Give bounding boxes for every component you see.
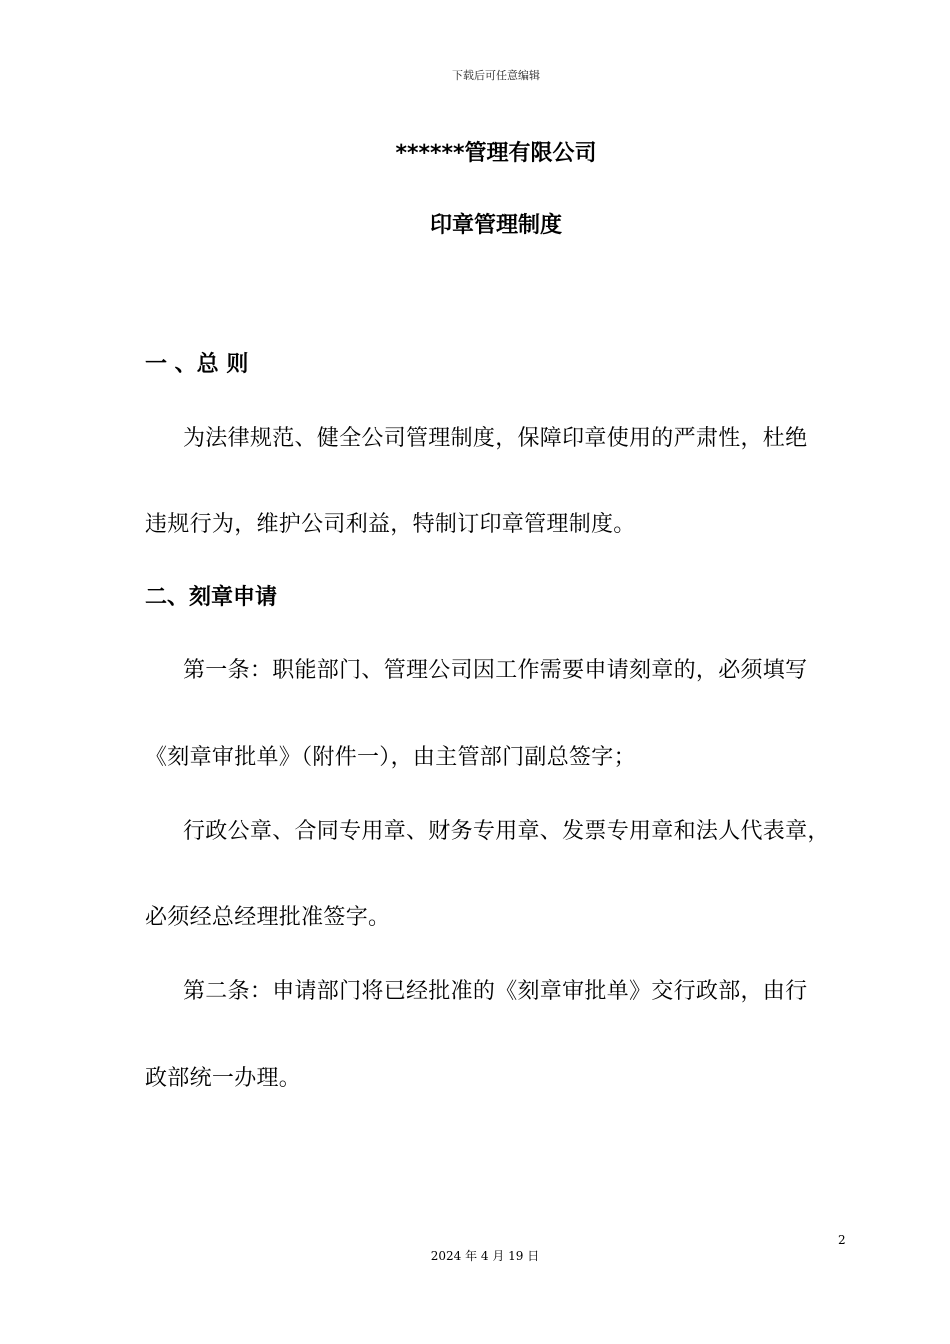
company-name: ******管理有限公司 bbox=[395, 141, 597, 166]
section-heading-general: 一 、总 则 bbox=[145, 352, 249, 377]
paragraph-line: 行政公章、合同专用章、财务专用章、发票专用章和法人代表章， bbox=[183, 819, 830, 844]
header-note: 下载后可任意编辑 bbox=[452, 69, 540, 82]
paragraph-line: 必须经总经理批准签字。 bbox=[145, 905, 391, 930]
paragraph-line: 政部统一办理。 bbox=[145, 1066, 302, 1091]
paragraph-line: 第一条：职能部门、管理公司因工作需要申请刻章的，必须填写 bbox=[183, 658, 808, 683]
section-heading-seal-application: 二、刻章申请 bbox=[145, 585, 278, 610]
document-title: 印章管理制度 bbox=[429, 213, 562, 238]
page-number: 2 bbox=[838, 1233, 846, 1247]
footer-date: 2024 年 4 月 19 日 bbox=[430, 1249, 540, 1263]
paragraph-line: 第二条：申请部门将已经批准的《刻章审批单》交行政部，由行 bbox=[183, 979, 808, 1004]
paragraph-line: 违规行为，维护公司利益，特制订印章管理制度。 bbox=[145, 512, 636, 537]
paragraph-line: 为法律规范、健全公司管理制度，保障印章使用的严肃性，杜绝 bbox=[183, 426, 808, 451]
paragraph-line: 《刻章审批单》（附件一），由主管部门副总签字； bbox=[145, 745, 636, 770]
